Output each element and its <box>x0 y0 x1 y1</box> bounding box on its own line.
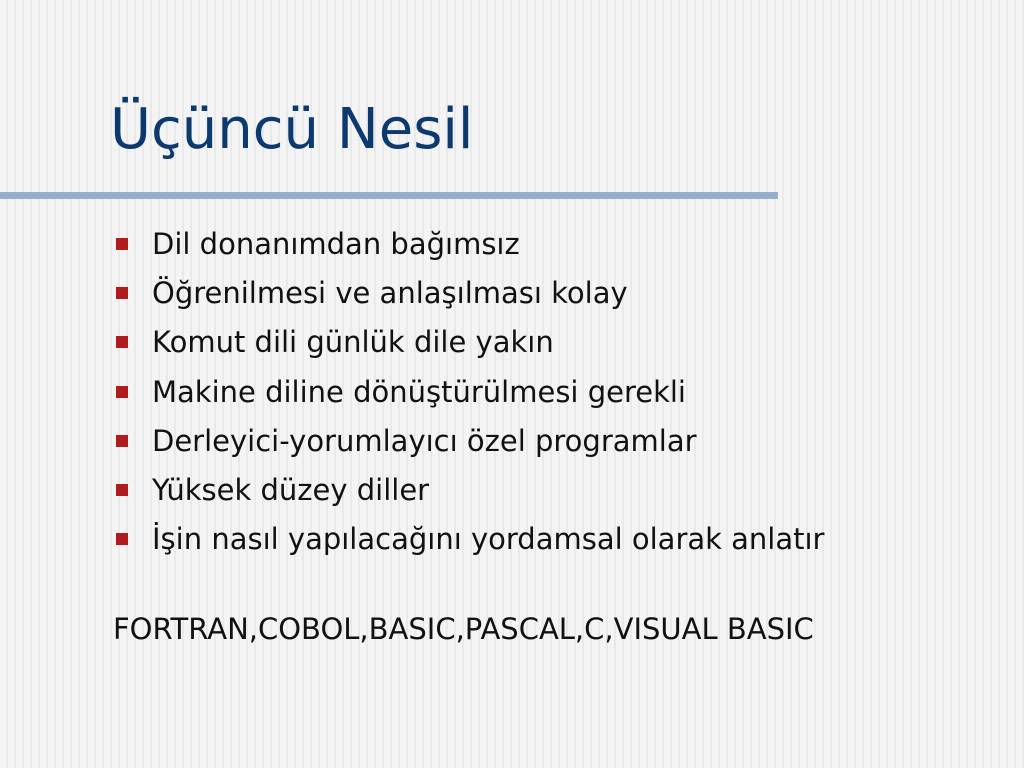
bullet-item <box>116 416 824 465</box>
bullet-text: Makine diline dönüştürülmesi gerekli <box>152 374 686 409</box>
bullet-item <box>116 367 824 416</box>
bullet-item <box>116 465 824 514</box>
square-bullet-icon <box>116 238 128 250</box>
bullet-item <box>116 318 824 367</box>
square-bullet-icon <box>116 287 128 299</box>
bullet-text: Dil donanımdan bağımsız <box>152 226 520 261</box>
bullet-text: İşin nasıl yapılacağını yordamsal olarak anlatır <box>152 522 825 557</box>
square-bullet-icon <box>116 533 128 545</box>
bullet-item <box>116 219 824 268</box>
square-bullet-icon <box>116 386 128 398</box>
title-underline-rule <box>0 192 778 199</box>
bullet-text: Yüksek düzey diller <box>152 473 430 508</box>
square-bullet-icon <box>116 435 128 447</box>
bullet-item <box>116 515 824 564</box>
bullet-list <box>116 219 824 564</box>
square-bullet-icon <box>116 484 128 496</box>
bullet-text: Derleyici-yorumlayıcı özel programlar <box>152 423 697 458</box>
square-bullet-icon <box>116 336 128 348</box>
bullet-text: Komut dili günlük dile yakın <box>152 325 554 360</box>
slide-title: Üçüncü Nesil <box>110 97 474 162</box>
bullet-text: Öğrenilmesi ve anlaşılması kolay <box>152 275 628 310</box>
language-examples-text: FORTRAN,COBOL,BASIC,PASCAL,C,VISUAL BASIC <box>113 612 814 646</box>
bullet-item <box>116 268 824 317</box>
